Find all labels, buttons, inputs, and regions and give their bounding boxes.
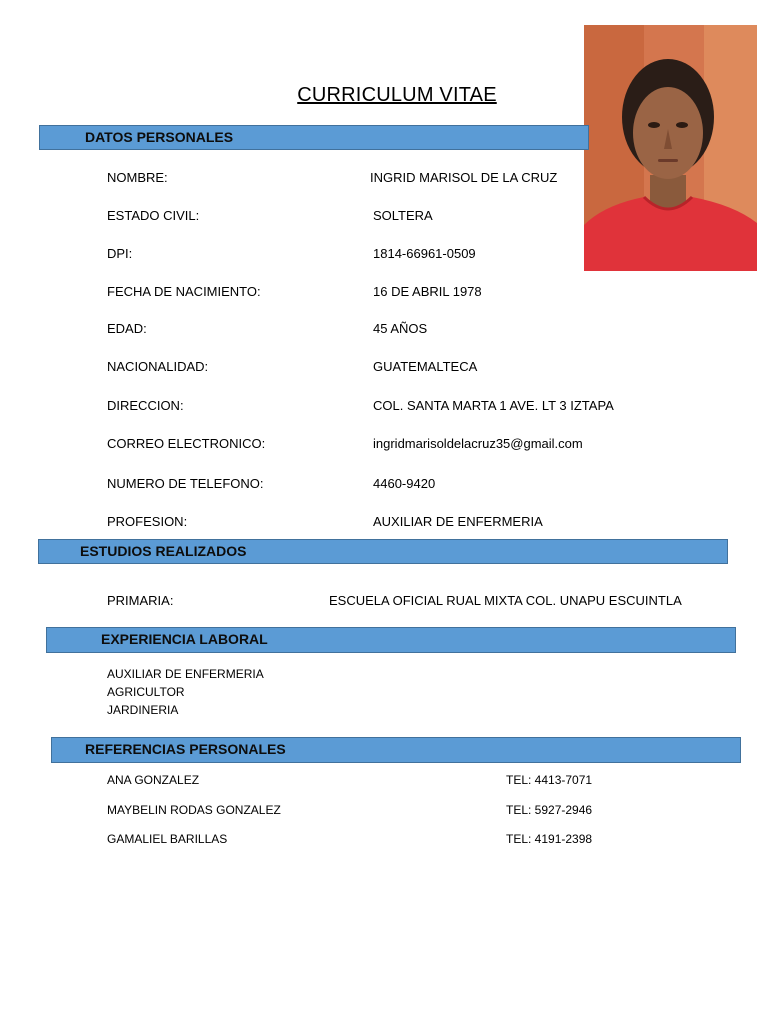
reference-phone: TEL: 4191-2398 [506, 832, 593, 846]
field-value-nombre: INGRID MARISOL DE LA CRUZ [370, 170, 558, 185]
reference-name: ANA GONZALEZ [107, 773, 200, 787]
section-header-studies [38, 539, 728, 564]
field-label-edad: EDAD: [107, 321, 147, 336]
section-title: ESTUDIOS REALIZADOS [80, 543, 247, 559]
experience-item: AUXILIAR DE ENFERMERIA [107, 667, 264, 681]
reference-name: MAYBELIN RODAS GONZALEZ [107, 803, 281, 817]
field-label-fecha-nacimiento: FECHA DE NACIMIENTO: [107, 284, 261, 299]
field-label-profesion: PROFESION: [107, 514, 188, 529]
reference-name: GAMALIEL BARILLAS [107, 832, 228, 846]
section-title: EXPERIENCIA LABORAL [101, 631, 268, 647]
field-label-dpi: DPI: [107, 246, 133, 261]
field-label-nacionalidad: NACIONALIDAD: [107, 359, 209, 374]
field-value-estado-civil: SOLTERA [373, 208, 433, 223]
field-label-estado-civil: ESTADO CIVIL: [107, 208, 200, 223]
section-header-experience [46, 627, 736, 653]
reference-phone: TEL: 5927-2946 [506, 803, 593, 817]
field-label-direccion: DIRECCION: [107, 398, 184, 413]
profile-photo [584, 25, 757, 271]
page-title: CURRICULUM VITAE [297, 84, 497, 106]
experience-item: AGRICULTOR [107, 685, 185, 699]
section-title: DATOS PERSONALES [85, 129, 234, 145]
field-value-telefono: 4460-9420 [373, 476, 436, 491]
field-label-primaria: PRIMARIA: [107, 593, 174, 608]
field-value-correo: ingridmarisoldelacruz35@gmail.com [373, 436, 583, 451]
field-label-correo: CORREO ELECTRONICO: [107, 436, 266, 451]
experience-item: JARDINERIA [107, 703, 179, 717]
field-value-profesion: AUXILIAR DE ENFERMERIA [373, 514, 543, 529]
field-value-nacionalidad: GUATEMALTECA [373, 359, 478, 374]
reference-phone: TEL: 4413-7071 [506, 773, 593, 787]
field-label-telefono: NUMERO DE TELEFONO: [107, 476, 264, 491]
field-value-dpi: 1814-66961-0509 [373, 246, 476, 261]
field-value-fecha-nacimiento: 16 DE ABRIL 1978 [373, 284, 482, 299]
field-value-direccion: COL. SANTA MARTA 1 AVE. LT 3 IZTAPA [373, 398, 614, 413]
field-value-primaria: ESCUELA OFICIAL RUAL MIXTA COL. UNAPU ESCUINTLA [329, 593, 682, 608]
field-label-nombre: NOMBRE: [107, 170, 168, 185]
section-header-references [51, 737, 741, 763]
section-header-personal [39, 125, 589, 150]
section-title: REFERENCIAS PERSONALES [85, 741, 286, 757]
field-value-edad: 45 AÑOS [373, 321, 428, 336]
